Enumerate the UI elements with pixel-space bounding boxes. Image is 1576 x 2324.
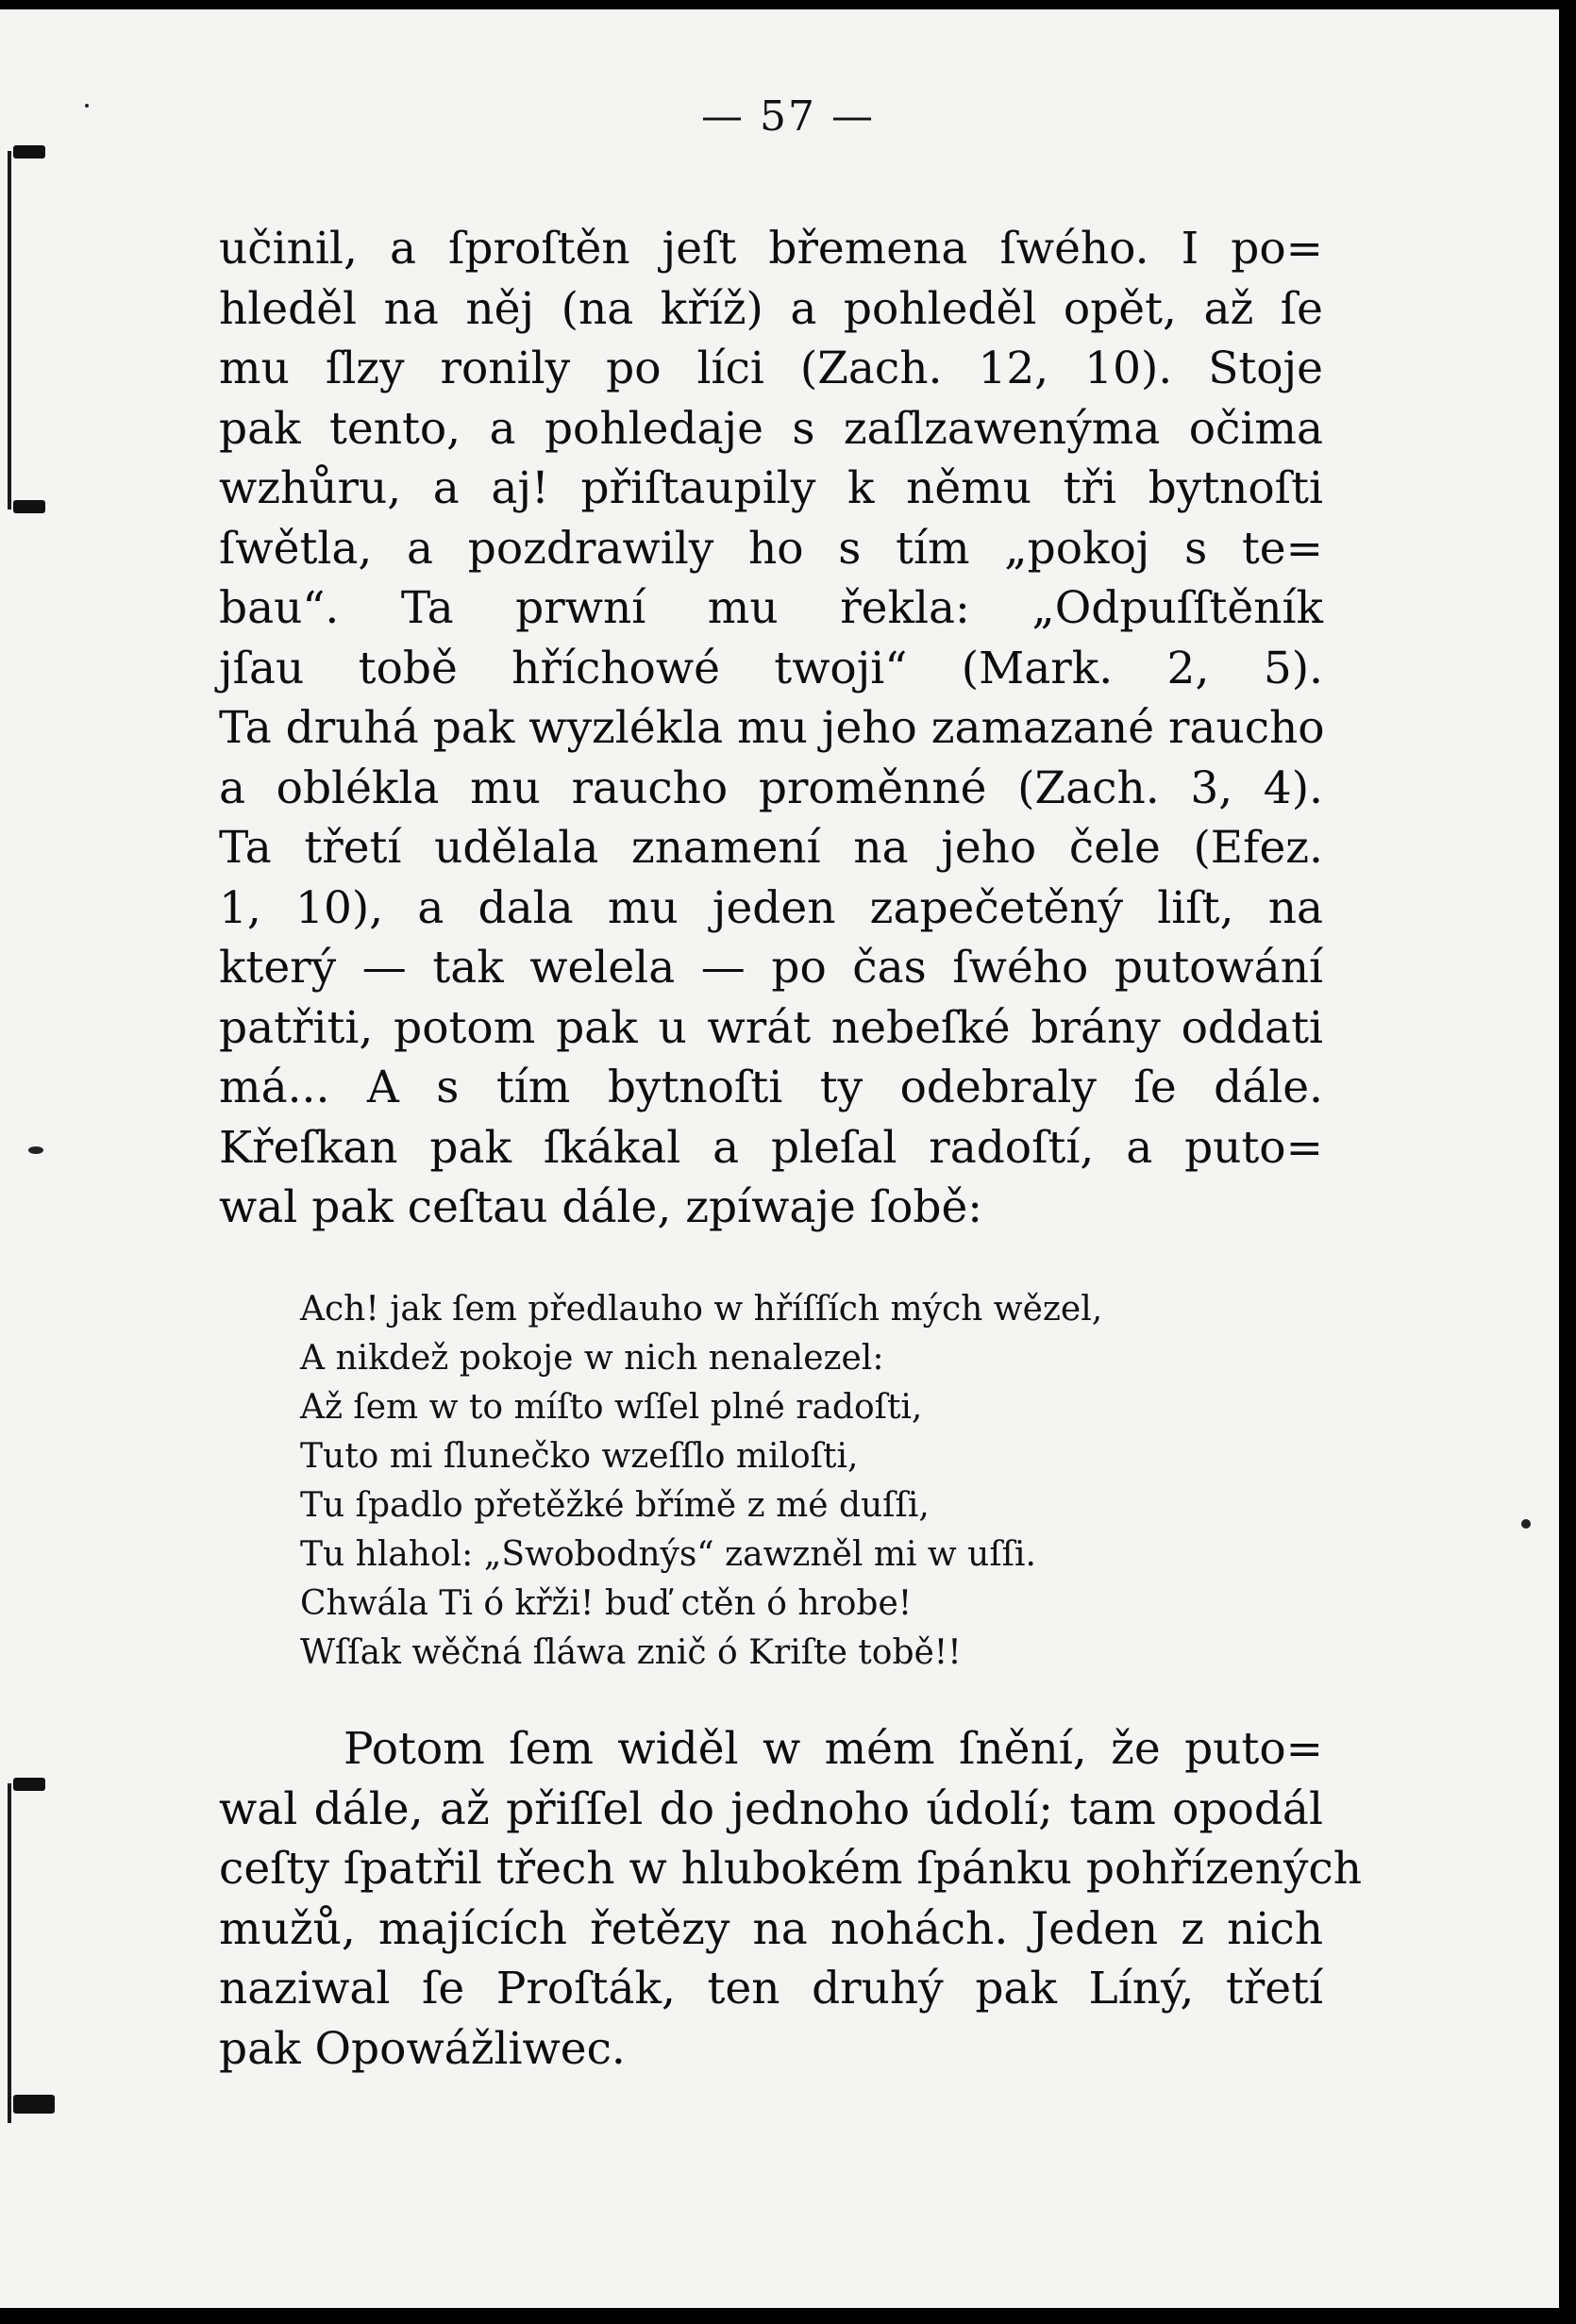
paragraph-2 [219,1719,1363,2079]
text-line: ceſty ſpatřil třech w hlubokém ſpánku pohřízených [219,1843,1363,1895]
book-page [0,9,1559,2308]
text-line: ſwětla, a pozdrawily ho s tím „pokoj s te= [219,522,1323,575]
binding-edge [0,9,75,2308]
text-line: Potom ſem widěl w mém ſnění, že puto= [344,1723,1323,1775]
poem-line: Tu hlahol: „Swobodnýs“ zawzněl mi w uſſi. [300,1535,1036,1574]
text-line: mu ſlzy ronily po líci (Zach. 12, 10). Stoje [219,343,1323,394]
text-line: má... A s tím bytnoſti ty odebraly ſe dále. [219,1062,1323,1113]
page-number: — 57 — [701,92,875,141]
poem-line: Tuto mi ſlunečko wzeſſlo miloſti, [300,1437,859,1476]
binding-clip-bottom [8,1783,30,2123]
binding-clip-top [8,151,30,510]
clip-head-top [13,145,45,159]
clip-head-bottom [13,500,45,513]
text-line: pak tento, a pohledaje s zaſlzawenýma očima [219,402,1323,455]
speck [1521,1519,1531,1529]
clip-head-top-2 [13,1778,45,1791]
text-line: Křeſkan pak ſkákal a pleſal radoſtí, a puto= [219,1121,1323,1174]
text-line: který — tak welela — po čas ſwého putowání [219,942,1323,994]
text-line: Ta druhá pak wyzlékla mu jeho zamazané raucho [219,702,1325,754]
text-line: mužů, majících řetězy na nohách. Jeden z nich [219,1902,1323,1955]
poem [300,1285,1253,1678]
text-line: wal dále, až přiſſel do jednoho údolí; tam opodál [219,1782,1323,1835]
clip-head-bottom-2 [13,2095,55,2114]
text-line: pak Opowážliwec. [219,2022,626,2075]
poem-line: Chwála Ti ó křži! buď ctěn ó hrobe! [300,1584,913,1623]
text-line: a oblékla mu raucho proměnné (Zach. 3, 4). [219,761,1323,814]
text-line: jſau tobě hříchowé twoji“ (Mark. 2, 5). [219,642,1323,694]
poem-line: Tu ſpadlo přetěžké břímě z mé duſſi, [300,1486,930,1525]
poem-line: Ach! jak ſem předlauho w hříſſích mých wězel, [300,1290,1103,1329]
text-line: bau“. Ta prwní mu řekla: „Odpuſſtěník [219,582,1323,634]
poem-line: A nikdež pokoje w nich nenalezel: [300,1339,884,1378]
text-line: naziwal ſe Proſták, ten druhý pak Líný, třetí [219,1963,1323,2015]
text-line: učinil, a ſproſtěn jeſt břemena ſwého. I po= [219,223,1323,275]
speck [28,1146,43,1154]
text-line: Ta třetí udělala znamení na jeho čele (Efez. [219,822,1323,874]
text-line: hleděl na něj (na kříž) a pohleděl opět, až ſe [219,282,1323,335]
poem-line: Až ſem w to míſto wſſel plné radoſti, [300,1388,923,1427]
text-line: 1, 10), a dala mu jeden zapečetěný liſt, na [219,881,1323,934]
paragraph-1 [219,219,1323,1238]
text-line: patřiti, potom pak u wrát nebeſké brány oddati [219,1001,1323,1054]
poem-line: Wſſak wěčná ſláwa znič ó Kriſte tobě!! [300,1633,962,1672]
text-line: wzhůru, a aj! přiſtaupily k němu tři bytnoſti [219,462,1323,514]
text-line: wal pak ceſtau dále, zpíwaje ſobě: [219,1181,983,1233]
